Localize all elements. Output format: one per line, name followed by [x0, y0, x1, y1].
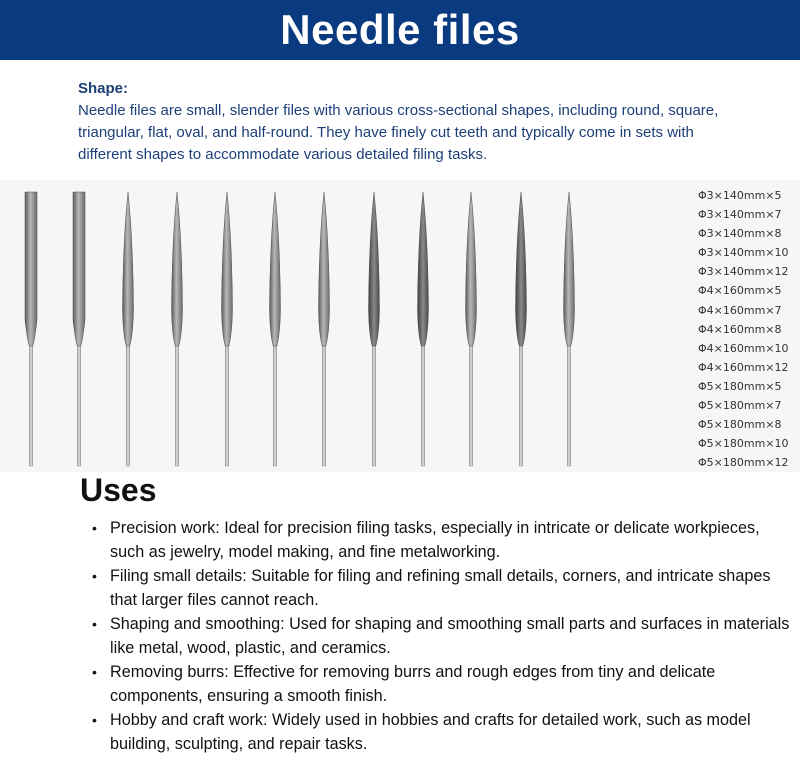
- shape-description: Needle files are small, slender files with various cross-sectional shapes, including round, square, triangular, flat, oval, and half-round. They have finely cut teeth and typically come in sets with different shapes to accommodate various detailed filing tasks.: [78, 102, 719, 163]
- page-title: Needle files: [280, 6, 520, 53]
- needle-file: [222, 192, 233, 466]
- uses-list: [92, 516, 792, 756]
- spec-item: Φ5×180mm×12: [698, 456, 789, 470]
- needle-file: [319, 192, 330, 466]
- title-banner: [0, 0, 800, 60]
- uses-item-text: Shaping and smoothing: Used for shaping and smoothing small parts and surfaces in materials like metal, wood, plastic, and ceramics.: [110, 615, 790, 657]
- spec-item: Φ3×140mm×12: [698, 265, 789, 279]
- shape-heading: Shape:: [78, 80, 129, 97]
- needle-file: [270, 192, 281, 466]
- uses-item-text: Removing burrs: Effective for removing burrs and rough edges from tiny and delicate components, ensuring a smooth finish.: [110, 663, 716, 705]
- needle-file: [369, 192, 380, 466]
- needle-file: [516, 192, 527, 466]
- shape-section: [78, 78, 728, 166]
- spec-item: Φ5×180mm×7: [698, 399, 782, 413]
- spec-item: Φ3×140mm×10: [698, 246, 789, 260]
- needle-files-illustration: [0, 180, 690, 472]
- needle-files-photo: [0, 180, 800, 472]
- uses-list-item: [92, 708, 792, 756]
- spec-item: Φ3×140mm×5: [698, 189, 782, 202]
- bullet-icon: •: [92, 616, 97, 632]
- bullet-icon: •: [92, 712, 97, 728]
- bullet-icon: •: [92, 520, 97, 536]
- uses-item-text: Hobby and craft work: Widely used in hobbies and crafts for detailed work, such as model building, sculpting, and repair tasks.: [110, 711, 751, 753]
- uses-heading: Uses: [80, 472, 157, 508]
- uses-list-item: [92, 660, 792, 708]
- spec-item: Φ4×160mm×10: [698, 341, 789, 355]
- spec-item: Φ4×160mm×5: [698, 284, 782, 298]
- needle-file: [25, 192, 37, 466]
- bullet-icon: •: [92, 664, 97, 680]
- spec-item: Φ3×140mm×8: [698, 227, 782, 241]
- spec-item: Φ5×180mm×8: [698, 418, 782, 432]
- spec-item: Φ4×160mm×7: [698, 303, 782, 317]
- bullet-icon: •: [92, 568, 97, 584]
- needle-file: [73, 192, 85, 466]
- uses-list-item: [92, 564, 792, 612]
- needle-file: [418, 192, 429, 466]
- spec-item: Φ4×160mm×12: [698, 360, 789, 374]
- spec-item: Φ3×140mm×7: [698, 208, 782, 222]
- spec-item: Φ5×180mm×5: [698, 379, 782, 393]
- needle-file: [466, 192, 477, 466]
- spec-item: Φ4×160mm×8: [698, 322, 782, 336]
- uses-item-text: Filing small details: Suitable for filing and refining small details, corners, and intricate shapes that larger files cannot reach.: [110, 567, 771, 609]
- needle-file: [564, 192, 575, 466]
- uses-item-text: Precision work: Ideal for precision filing tasks, especially in intricate or delicate workpieces, such as jewelry, model making, and fine metalworking.: [110, 519, 760, 561]
- needle-file: [123, 192, 134, 466]
- spec-item: Φ5×180mm×10: [698, 437, 789, 451]
- needle-file: [172, 192, 183, 466]
- uses-list-item: [92, 612, 792, 660]
- uses-list-item: [92, 516, 792, 564]
- spec-list: [698, 186, 798, 472]
